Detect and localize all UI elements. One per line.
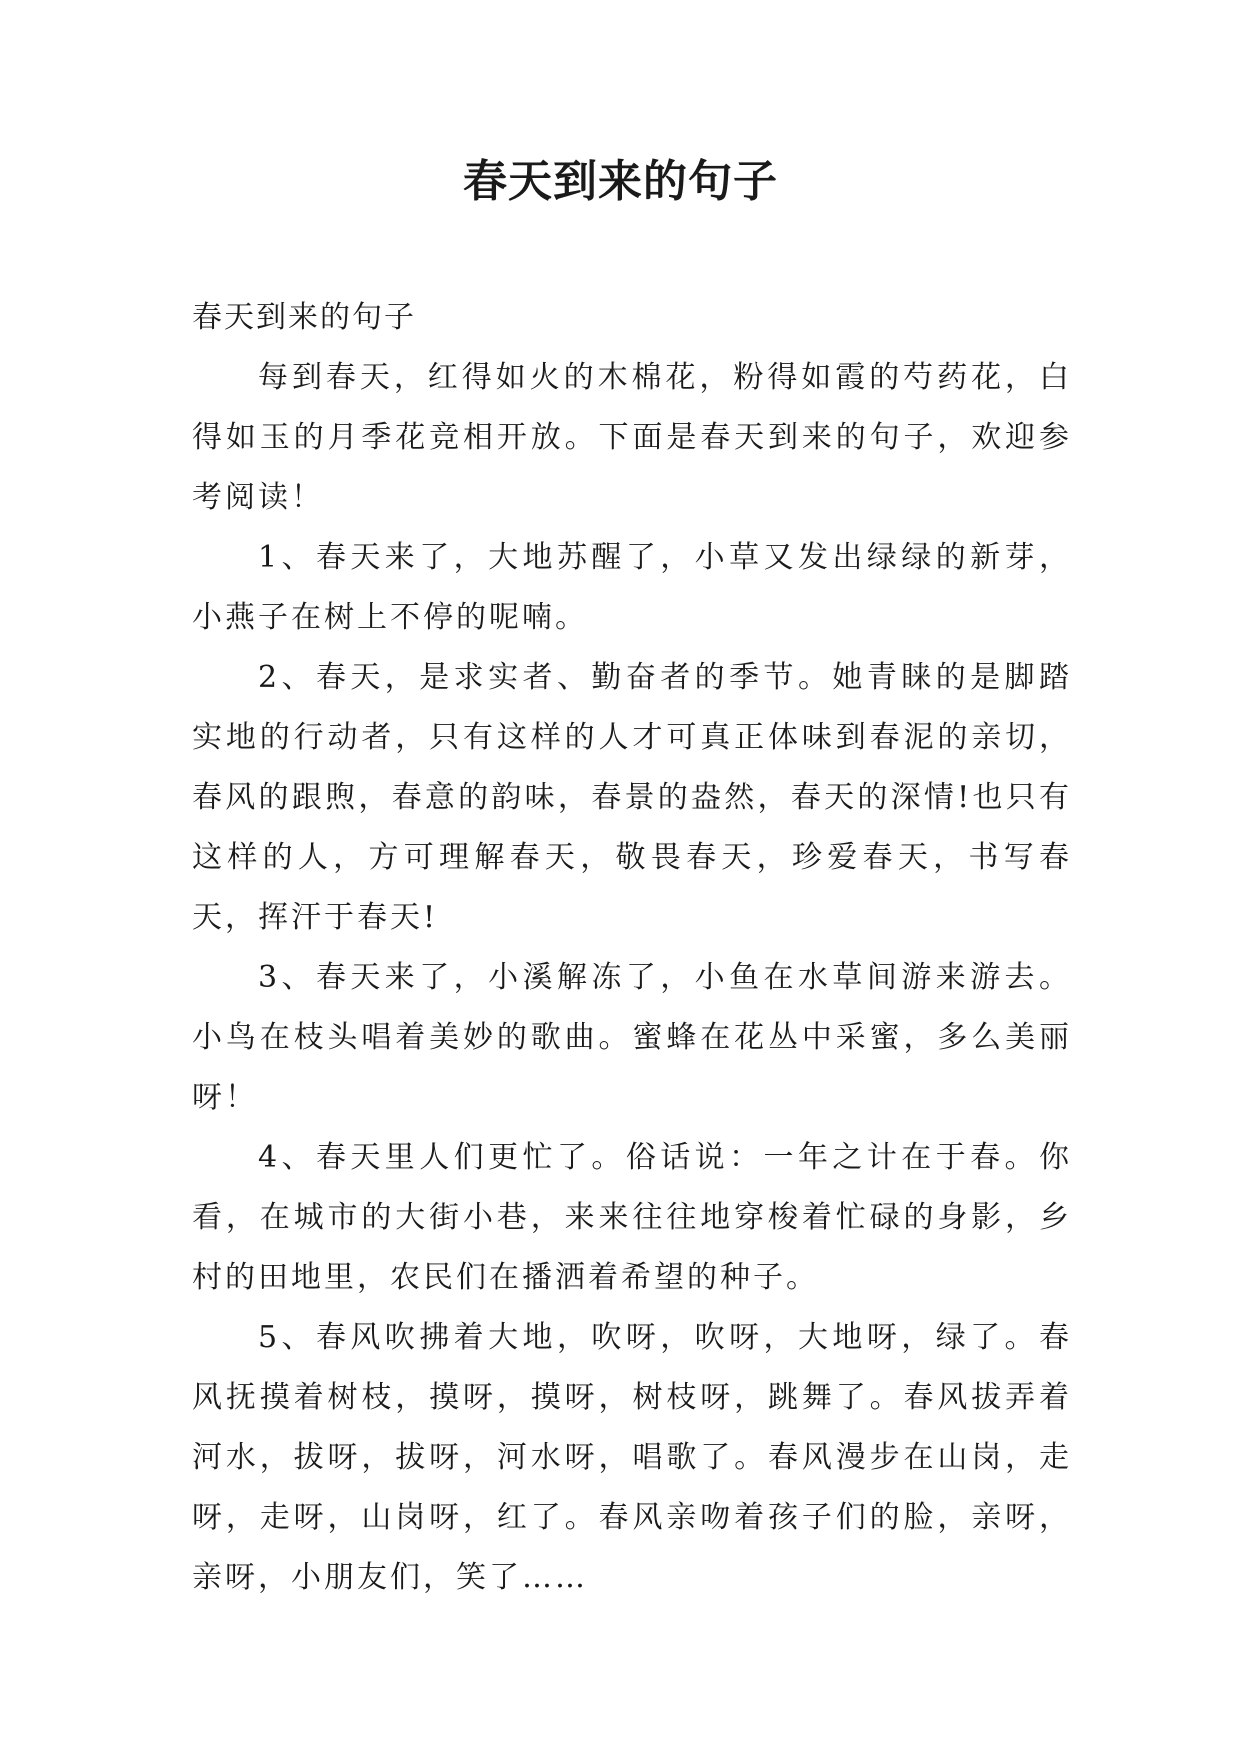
sentence-paragraph-4: 4、春天里人们更忙了。俗话说：一年之计在于春。你看，在城市的大街小巷，来来往往地穿梭着忙碌的身影，乡村的田地里，农民们在播洒着希望的种子。 (192, 1140, 1072, 1295)
sentence-paragraph-5: 5、春风吹拂着大地，吹呀，吹呀，大地呀，绿了。春风抚摸着树枝，摸呀，摸呀，树枝呀，跳舞了。春风拔弄着河水，拔呀，拔呀，河水呀，唱歌了。春风漫步在山岗，走呀，走呀，山岗呀，红了。春风亲吻着孩子们的脸，亲呀，亲呀，小朋友们，笑了…… (192, 1320, 1072, 1595)
sentence-paragraph-2: 2、春天，是求实者、勤奋者的季节。她青睐的是脚踏实地的行动者，只有这样的人才可真正体味到春泥的亲切，春风的跟煦，春意的韵味，春景的盎然，春天的深情!也只有这样的人，方可理解春天，敬畏春天，珍爱春天，书写春天，挥汗于春天! (192, 660, 1072, 935)
sentence-paragraph-3: 3、春天来了，小溪解冻了，小鱼在水草间游来游去。小鸟在枝头唱着美妙的歌曲。蜜蜂在花丛中采蜜，多么美丽呀！ (192, 960, 1072, 1115)
section-subheading: 春天到来的句子 (192, 300, 416, 335)
intro-paragraph: 每到春天，红得如火的木棉花，粉得如霞的芍药花，白得如玉的月季花竞相开放。下面是春天到来的句子，欢迎参考阅读！ (192, 360, 1072, 515)
document-body (192, 288, 1072, 1608)
sentence-paragraph-1: 1、春天来了，大地苏醒了，小草又发出绿绿的新芽，小燕子在树上不停的呢喃。 (192, 540, 1072, 635)
document-title: 春天到来的句子 (463, 156, 778, 207)
